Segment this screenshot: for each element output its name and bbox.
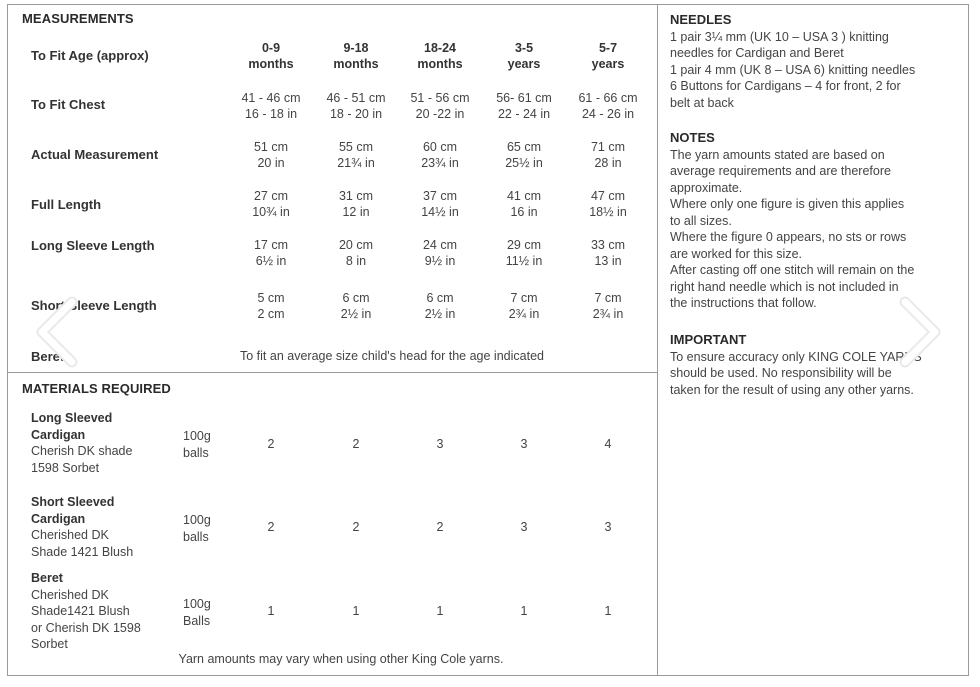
table-cell: 6 cm 2½ in bbox=[340, 291, 372, 321]
table-cell: 27 cm 10¾ in bbox=[252, 189, 290, 219]
table-cell: 29 cm 11½ in bbox=[505, 238, 543, 268]
table-cell: 60 cm 23¾ in bbox=[421, 140, 459, 170]
table-cell: 37 cm 14½ in bbox=[421, 189, 459, 219]
full-length-row-label: Full Length bbox=[31, 197, 102, 212]
age-header: 0-9 months bbox=[248, 41, 294, 71]
notes-section: NOTES The yarn amounts stated are based on average requirements and are therefore approximate. Where only one figure is given this applies to all sizes. Where the figure 0 appears, no sts or rows are worked for this size. After casting off one stitch will remain on the right hand needle which is not included in the instructions that follow. bbox=[670, 130, 962, 312]
material-qty: 1 bbox=[436, 604, 444, 618]
material-name: Long Sleeved Cardigan Cherish DK shade 1598 Sorbet bbox=[31, 411, 133, 475]
table-cell: 55 cm 21¾ in bbox=[337, 140, 375, 170]
material-unit: 100g Balls bbox=[183, 597, 211, 628]
material-qty: 1 bbox=[604, 604, 612, 618]
actual-measurement-row-label: Actual Measurement bbox=[31, 147, 159, 162]
material-qty: 3 bbox=[436, 437, 444, 451]
table-cell: 41 cm 16 in bbox=[506, 189, 542, 219]
prev-page-button[interactable] bbox=[30, 296, 82, 368]
yarn-footnote: Yarn amounts may vary when using other King Cole yarns. bbox=[178, 652, 504, 666]
beret-row-label: Beret bbox=[31, 349, 65, 364]
table-cell: 7 cm 2¾ in bbox=[508, 291, 540, 321]
needles-title: NEEDLES bbox=[670, 12, 732, 27]
age-header: 9-18 months bbox=[333, 41, 379, 71]
material-qty: 3 bbox=[520, 520, 528, 534]
material-unit: 100g balls bbox=[183, 429, 211, 460]
table-cell: 56- 61 cm 22 - 24 in bbox=[496, 91, 552, 121]
table-cell: 51 cm 20 in bbox=[253, 140, 289, 170]
table-cell: 5 cm 2 cm bbox=[257, 291, 285, 321]
material-qty: 2 bbox=[436, 520, 444, 534]
table-cell: 47 cm 18½ in bbox=[589, 189, 627, 219]
table-cell: 20 cm 8 in bbox=[338, 238, 374, 268]
material-qty: 2 bbox=[352, 437, 360, 451]
chevron-left-icon bbox=[30, 296, 82, 368]
next-page-button[interactable] bbox=[895, 296, 947, 368]
table-cell: 51 - 56 cm 20 -22 in bbox=[410, 91, 470, 121]
important-section: IMPORTANT To ensure accuracy only KING COLE YARNS should be used. No responsibility will be taken for the result of using any other yarns. bbox=[670, 332, 962, 398]
section-divider bbox=[7, 372, 658, 373]
column-divider bbox=[657, 4, 658, 676]
important-title: IMPORTANT bbox=[670, 332, 747, 347]
chevron-right-icon bbox=[895, 296, 947, 368]
table-cell: 46 - 51 cm 18 - 20 in bbox=[326, 91, 386, 121]
needles-section: NEEDLES 1 pair 3¼ mm (UK 10 – USA 3 ) knitting needles for Cardigan and Beret 1 pair 4 mm (UK 8 – USA 6) knitting needles 6 Buttons for Cardigans – 4 for front, 2 for belt at back bbox=[670, 12, 962, 111]
table-cell: 33 cm 13 in bbox=[590, 238, 626, 268]
measurements-title: MEASUREMENTS bbox=[22, 11, 134, 26]
chest-row-label: To Fit Chest bbox=[31, 97, 106, 112]
materials-title: MATERIALS REQUIRED bbox=[22, 381, 171, 396]
table-cell: 71 cm 28 in bbox=[590, 140, 626, 170]
table-cell: 6 cm 2½ in bbox=[424, 291, 456, 321]
table-cell: 24 cm 9½ in bbox=[422, 238, 458, 268]
age-header: 5-7 years bbox=[591, 41, 625, 71]
long-sleeve-row-label: Long Sleeve Length bbox=[31, 238, 155, 253]
table-cell: 61 - 66 cm 24 - 26 in bbox=[578, 91, 638, 121]
table-cell: 65 cm 25½ in bbox=[505, 140, 543, 170]
age-header: 18-24 months bbox=[417, 41, 463, 71]
table-cell: 41 - 46 cm 16 - 18 in bbox=[241, 91, 301, 121]
material-name: Beret Cherished DK Shade1421 Blush or Cherish DK 1598 Sorbet bbox=[31, 571, 141, 651]
beret-fit-text: To fit an average size child's head for the age indicated bbox=[240, 349, 544, 363]
material-qty: 1 bbox=[352, 604, 360, 618]
material-qty: 2 bbox=[352, 520, 360, 534]
table-cell: 7 cm 2¾ in bbox=[592, 291, 624, 321]
material-name: Short Sleeved Cardigan Cherished DK Shade 1421 Blush bbox=[31, 495, 134, 559]
material-qty: 2 bbox=[267, 437, 275, 451]
material-qty: 1 bbox=[520, 604, 528, 618]
material-qty: 3 bbox=[604, 520, 612, 534]
age-row-label: To Fit Age (approx) bbox=[31, 48, 149, 63]
material-qty: 4 bbox=[604, 437, 612, 451]
table-cell: 31 cm 12 in bbox=[338, 189, 374, 219]
age-header: 3-5 years bbox=[507, 41, 541, 71]
material-qty: 1 bbox=[267, 604, 275, 618]
material-unit: 100g balls bbox=[183, 513, 211, 544]
notes-title: NOTES bbox=[670, 130, 715, 145]
table-cell: 17 cm 6½ in bbox=[253, 238, 289, 268]
short-sleeve-row-label: Short Sleeve Length bbox=[31, 298, 157, 313]
material-qty: 3 bbox=[520, 437, 528, 451]
material-qty: 2 bbox=[267, 520, 275, 534]
